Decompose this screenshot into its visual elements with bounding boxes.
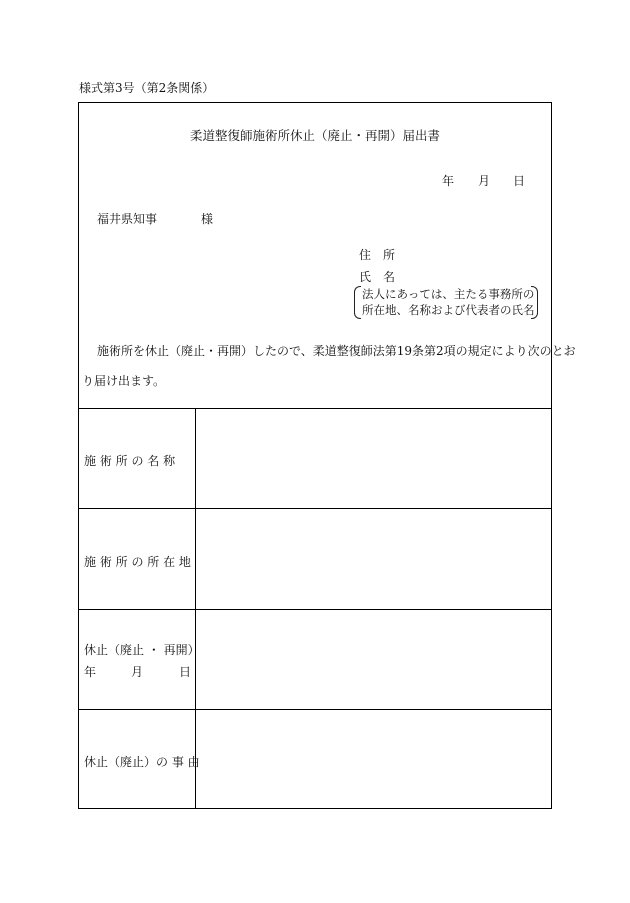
corporation-note bbox=[354, 286, 538, 319]
date-day: 日 bbox=[513, 174, 526, 188]
facility-name-field[interactable] bbox=[197, 409, 550, 507]
name-label: 氏 名 bbox=[359, 270, 396, 284]
statement-line1: 施術所を休止（廃止・再開）したので、柔道整復師法第19条第2項の規定により次のとお bbox=[97, 344, 576, 358]
date-month: 月 bbox=[478, 174, 491, 188]
table-row-divider bbox=[78, 508, 552, 509]
address-label: 住 所 bbox=[359, 248, 396, 262]
table-row-divider bbox=[78, 709, 552, 710]
facility-name-label: 施 術 所 の 名 称 bbox=[84, 454, 176, 468]
facility-address-label: 施 術 所 の 所 在 地 bbox=[84, 555, 191, 569]
corporation-note-line1: 法人にあっては、主たる事務所の bbox=[362, 287, 535, 301]
right-bracket bbox=[531, 286, 538, 319]
suspension-reason-label: 休止（廃止）の 事 由 bbox=[84, 755, 200, 769]
table-column-divider bbox=[195, 408, 196, 809]
suspension-date-year: 年 bbox=[84, 665, 97, 679]
date-year: 年 bbox=[442, 174, 455, 188]
suspension-date-label: 休止（廃止 ・ 再開） bbox=[84, 643, 200, 657]
suspension-date-day: 日 bbox=[179, 665, 192, 679]
form-number-label: 様式第3号（第2条関係） bbox=[79, 81, 215, 95]
suspension-date-month: 月 bbox=[131, 665, 144, 679]
document-title: 柔道整復師施術所休止（廃止・再開）届出書 bbox=[189, 128, 440, 143]
suspension-date-field[interactable] bbox=[197, 610, 550, 708]
corporation-note-line2: 所在地、名称および代表者の氏名 bbox=[362, 303, 535, 317]
facility-address-field[interactable] bbox=[197, 510, 550, 608]
suspension-reason-field[interactable] bbox=[197, 711, 550, 809]
addressee-honorific: 様 bbox=[201, 212, 214, 226]
statement-line2: り届け出ます。 bbox=[82, 374, 166, 388]
addressee-name: 福井県知事 bbox=[97, 212, 158, 226]
left-bracket bbox=[354, 286, 361, 319]
